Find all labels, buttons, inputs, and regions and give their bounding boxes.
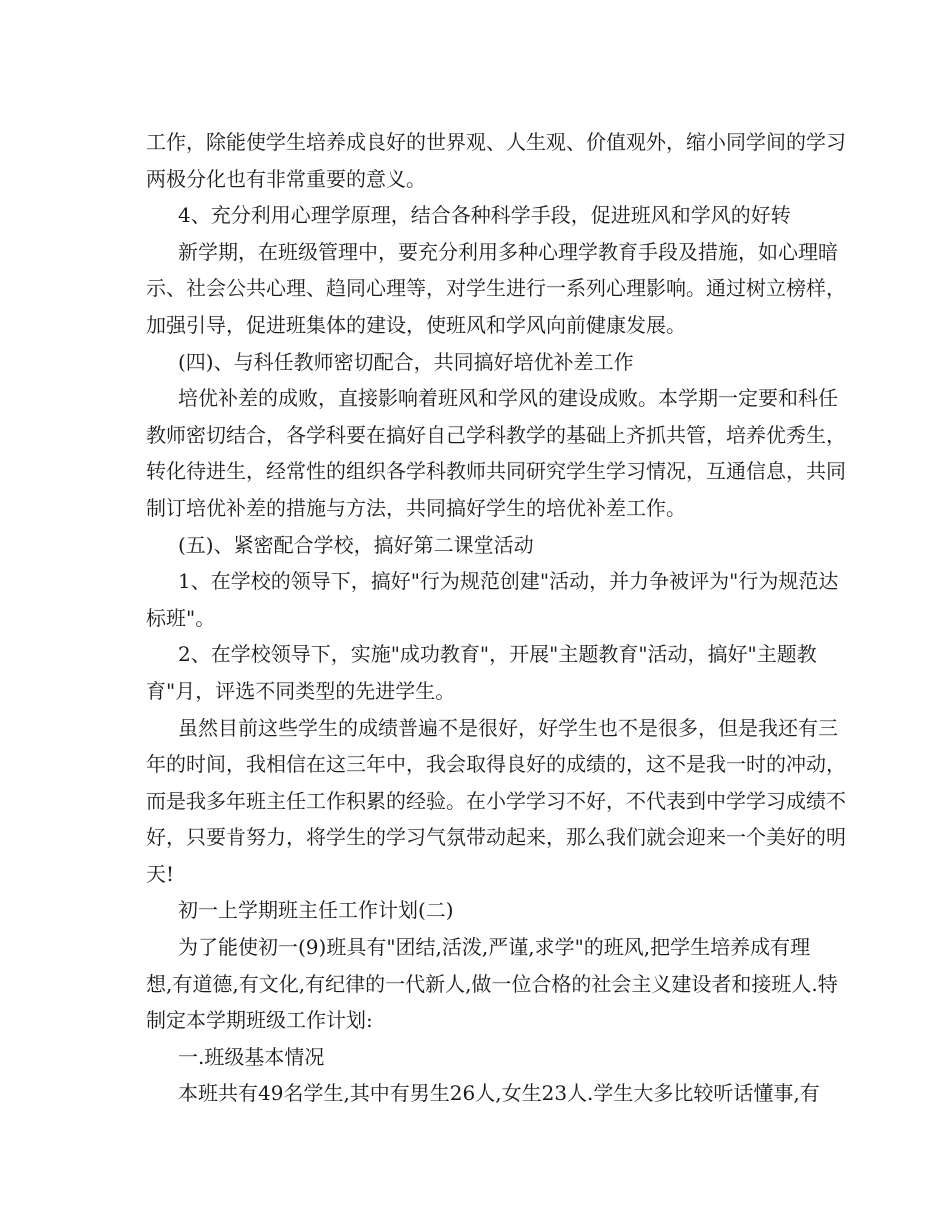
text-line: 2、在学校领导下，实施"成功教育"，开展"主题教育"活动，搞好"主题教 <box>178 642 817 667</box>
text-line: 1、在学校的领导下，搞好"行为规范创建"活动，并力争被评为"行为规范达 <box>178 569 839 594</box>
text-line: 为了能使初一(9)班具有"团结,活泼,严谨,求学"的班风,把学生培养成有理 <box>178 935 811 960</box>
document-subtitle: 初一上学期班主任工作计划(二) <box>178 898 454 923</box>
text-line: 加强引导，促进班集体的建设，使班风和学风向前健康发展。 <box>146 312 686 337</box>
text-line: 而是我多年班主任工作积累的经验。在小学学习不好，不代表到中学学习成绩不 <box>146 788 846 813</box>
text-line: 本班共有49名学生,其中有男生26人,女生23人.学生大多比较听话懂事,有 <box>178 1081 820 1106</box>
text-line: 工作，除能使学生培养成良好的世界观、人生观、价值观外，缩小同学间的学习 <box>146 130 846 154</box>
section-heading: (四)、与科任教师密切配合，共同搞好培优补差工作 <box>178 349 634 374</box>
text-line: 好，只要肯努力，将学生的学习气氛带动起来，那么我们就会迎来一个美好的明 <box>146 825 846 850</box>
document-body <box>146 124 846 1112</box>
text-line: 制订培优补差的措施与方法，共同搞好学生的培优补差工作。 <box>146 495 686 520</box>
text-line: 培优补差的成败，直接影响着班风和学风的建设成败。本学期一定要和科任 <box>178 386 838 411</box>
text-line: 天! <box>146 861 175 886</box>
text-line: 新学期，在班级管理中，要充分利用多种心理学教育手段及措施，如心理暗 <box>178 239 838 264</box>
text-line: 教师密切结合，各学科要在搞好自己学科教学的基础上齐抓共管，培养优秀生， <box>146 422 846 447</box>
text-line: 标班"。 <box>146 605 216 630</box>
text-line: 制定本学期班级工作计划: <box>146 1008 373 1033</box>
text-line: 虽然目前这些学生的成绩普遍不是很好，好学生也不是很多，但是我还有三 <box>178 715 838 740</box>
text-line: 4、充分利用心理学原理，结合各种科学手段，促进班风和学风的好转 <box>178 203 791 228</box>
section-heading: 一.班级基本情况 <box>178 1044 325 1069</box>
text-line: 示、社会公共心理、趋同心理等，对学生进行一系列心理影响。通过树立榜样， <box>146 276 846 301</box>
text-line: 想,有道德,有文化,有纪律的一代新人,做一位合格的社会主义建设者和接班人.特 <box>146 971 838 996</box>
section-heading: (五)、紧密配合学校，搞好第二课堂活动 <box>178 532 534 557</box>
text-line: 两极分化也有非常重要的意义。 <box>146 166 426 191</box>
text-line: 育"月，评选不同类型的先进学生。 <box>146 678 456 703</box>
text-line: 年的时间，我相信在这三年中，我会取得良好的成绩的，这不是我一时的冲动， <box>146 752 846 777</box>
text-line: 转化待进生，经常性的组织各学科教师共同研究学生学习情况，互通信息，共同 <box>146 459 846 484</box>
